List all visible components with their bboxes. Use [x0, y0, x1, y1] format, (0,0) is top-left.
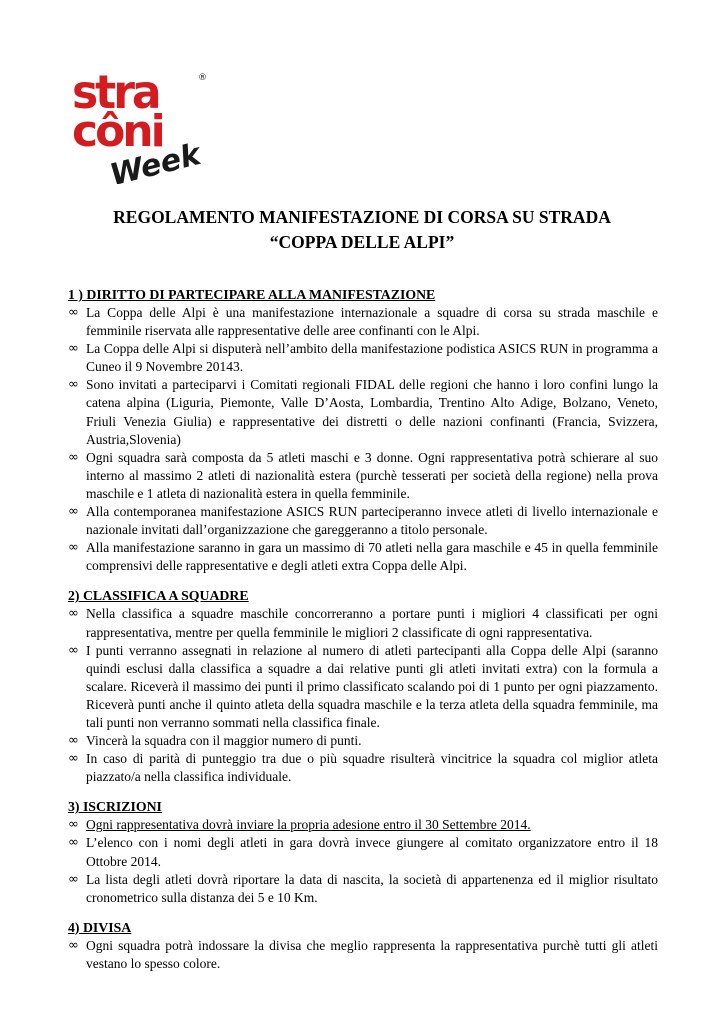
- stracconi-week-logo: [70, 64, 210, 184]
- bullet-icon: ∞: [68, 341, 79, 357]
- item-text: La Coppa delle Alpi si disputerà nell’ambito della manifestazione podistica ASICS RUN in programma a Cuneo il 9 Novembre 20143.: [86, 341, 658, 375]
- logo-registered-mark: ®: [198, 73, 207, 83]
- section-heading: 2) CLASSIFICA A SQUADRE: [68, 588, 249, 604]
- list-item: [68, 304, 658, 340]
- logo-graphic: [70, 64, 210, 184]
- section-iscrizioni: [68, 798, 658, 906]
- list-item: [68, 503, 658, 539]
- bullet-icon: ∞: [68, 871, 79, 887]
- list-item: [68, 732, 658, 750]
- list-item: [68, 340, 658, 376]
- section-divisa: [68, 919, 658, 973]
- logo-line-2: côni: [72, 106, 163, 157]
- list-item: [68, 937, 658, 973]
- document-title-line-1: REGOLAMENTO MANIFESTAZIONE DI CORSA SU STRADA: [113, 207, 611, 227]
- list-item: [68, 605, 658, 641]
- list-item: [68, 642, 658, 732]
- list-item: [68, 871, 658, 907]
- list-item: [68, 834, 658, 870]
- bullet-list: [68, 816, 658, 906]
- list-item: [68, 816, 658, 834]
- item-text: L’elenco con i nomi degli atleti in gara dovrà invece giungere al comitato organizzatore entro il 18 Ottobre 2014.: [86, 835, 658, 869]
- bullet-icon: ∞: [68, 449, 79, 465]
- bullet-icon: ∞: [68, 504, 79, 520]
- item-text: La Coppa delle Alpi è una manifestazione internazionale a squadre di corsa su strada maschile e femminile riservata alle rappresentative delle aree confinanti con le Alpi.: [86, 305, 658, 339]
- list-item: [68, 376, 658, 448]
- list-item: [68, 750, 658, 786]
- bullet-list: [68, 937, 658, 973]
- bullet-icon: ∞: [68, 540, 79, 556]
- bullet-icon: ∞: [68, 606, 79, 622]
- section-diritto-di-partecipare: [68, 286, 658, 575]
- bullet-icon: ∞: [68, 937, 79, 953]
- bullet-list: [68, 605, 658, 786]
- list-item: [68, 539, 658, 575]
- item-text: Vincerà la squadra con il maggior numero di punti.: [86, 733, 362, 749]
- logo-line-3: Week: [106, 137, 205, 184]
- item-text: Ogni rappresentativa dovrà inviare la propria adesione entro il 30 Settembre 2014.: [86, 817, 531, 833]
- item-text: Ogni squadra sarà composta da 5 atleti maschi e 3 donne. Ogni rappresentativa potrà schierare al suo interno al massimo 2 atleti di nazionalità estera (purchè tesserati per società della regione) nella prova maschile e 1 atleta di nazionalità estera in quella femminile.: [86, 449, 658, 501]
- section-heading: 1 ) DIRITTO DI PARTECIPARE ALLA MANIFESTAZIONE: [68, 287, 436, 302]
- bullet-icon: ∞: [68, 305, 79, 320]
- item-text: Nella classifica a squadre maschile concorreranno a portare punti i migliori 4 classificati per ogni rappresentativa, mentre per quella femminile le migliori 2 classificate di ogni rappresentativa.: [86, 606, 658, 640]
- section-heading: 4) DIVISA: [68, 919, 132, 935]
- document-body: [68, 286, 658, 985]
- item-text: Alla contemporanea manifestazione ASICS RUN parteciperanno invece atleti di livello internazionale e nazionale invitati dall’organizzazione che gareggeranno a titolo personale.: [86, 504, 658, 538]
- item-text: Alla manifestazione saranno in gara un massimo di 70 atleti nella gara maschile e 45 in quella femminile comprensivi delle rappresentative e degli atleti extra Coppa delle Alpi.: [86, 540, 658, 574]
- item-text: I punti verranno assegnati in relazione al numero di atleti partecipanti alla Coppa delle Alpi (saranno quindi esclusi dalla classifica a squadre a dai relative punti gli atleti invitati extra) con la formula a scalare. Riceverà il massimo dei punti il primo classificato scalando poi di 1 punto per ogni piazzamento. Riceverà punti anche il quinto atleta della squadra maschile e la terza atleta della squadra femminile, ma tali punti non verranno sommati nella classifica finale.: [86, 642, 658, 730]
- section-classifica-a-squadre: [68, 587, 658, 786]
- item-text: Sono invitati a parteciparvi i Comitati regionali FIDAL delle regioni che hanno i loro confini lungo la catena alpina (Liguria, Piemonte, Valle D’Aosta, Lombardia, Trentino Alto Adige, Bolzano, Veneto, Friuli Venezia Giulia) e rappresentative dei distretti o delle nazioni confinanti (Francia, Svizzera, Austria,Slovenia): [86, 377, 658, 447]
- list-item: [68, 449, 658, 503]
- section-heading: 3) ISCRIZIONI: [68, 799, 162, 815]
- bullet-list: [68, 304, 658, 575]
- bullet-icon: ∞: [68, 751, 79, 767]
- bullet-icon: ∞: [68, 642, 79, 658]
- bullet-icon: ∞: [68, 817, 79, 833]
- bullet-icon: ∞: [68, 733, 79, 749]
- item-text: In caso di parità di punteggio tra due o più squadre risulterà vincitrice la squadra col miglior atleta piazzato/a nella classifica individuale.: [86, 751, 658, 785]
- bullet-icon: ∞: [68, 377, 79, 393]
- item-text: La lista degli atleti dovrà riportare la data di nascita, la società di appartenenza ed il miglior risultato cronometrico sulla distanza dei 5 e 10 Km.: [86, 871, 658, 905]
- item-text: Ogni squadra potrà indossare la divisa che meglio rappresenta la rappresentativa purchè tutti gli atleti vestano lo spesso colore.: [86, 937, 658, 971]
- document-title-line-2: “COPPA DELLE ALPI”: [269, 232, 455, 252]
- logo-line-1: stra: [72, 65, 159, 120]
- bullet-icon: ∞: [68, 835, 79, 851]
